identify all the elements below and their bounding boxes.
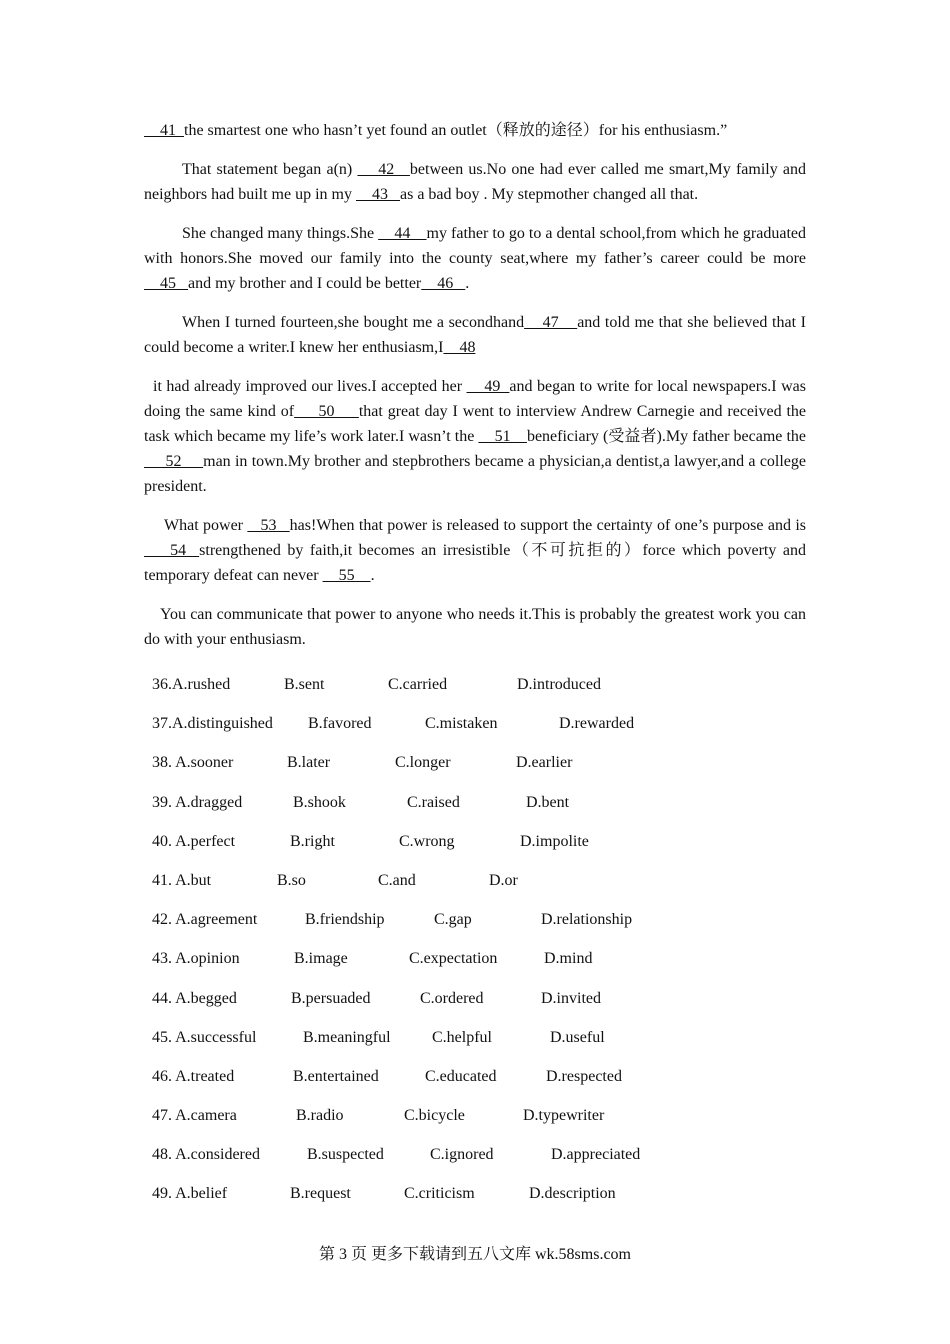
option-choice: D.introduced (517, 676, 601, 693)
option-choice: 36.A.rushed (152, 676, 231, 693)
option-choice: 44. A.begged (152, 989, 237, 1007)
option-choice: B.request (290, 1185, 351, 1203)
option-row (152, 907, 792, 946)
option-row (152, 986, 792, 1025)
paragraph-text: between us.No one had ever called me smart,My family and neighbors had built me up in my (144, 161, 807, 203)
paragraph-text: You can communicate that power to anyone who needs it.This is probably the greatest work you can do with your enthusiasm. (144, 606, 806, 648)
option-row (152, 1103, 792, 1142)
paragraph-text: man in town.My brother and stepbrothers became a physician,a dentist,a lawyer,and a college president. (144, 453, 807, 495)
paragraph-2 (144, 157, 806, 207)
blank-41: 41 (144, 122, 184, 139)
blank-44: 44 (378, 225, 427, 242)
option-choice: 37.A.distinguished (152, 715, 273, 733)
option-row (152, 1064, 792, 1103)
option-row (152, 868, 792, 907)
paragraph-text: as a bad boy . My stepmother changed all that. (399, 186, 699, 203)
option-choice: 39. A.dragged (152, 793, 243, 811)
paragraph-text: it had already improved our lives.I accepted her (153, 378, 467, 395)
option-choice: 45. A.successful (152, 1028, 257, 1046)
option-choice: B.suspected (307, 1146, 384, 1164)
option-row (152, 711, 792, 750)
paragraph-text: strengthened by faith,it becomes an irresistible（不可抗拒的）force which poverty and temporary defeat can never (144, 542, 806, 584)
option-choice: D.bent (526, 793, 570, 811)
blank-54: 54 (144, 542, 200, 559)
option-choice: D.invited (541, 989, 601, 1007)
option-choice: D.impolite (520, 832, 589, 850)
paragraph-text: When I turned fourteen,she bought me a secondhand (182, 314, 525, 331)
option-choice: D.mind (544, 950, 593, 968)
option-choice: D.useful (550, 1028, 605, 1046)
option-choice: 40. A.perfect (152, 832, 236, 850)
option-row (152, 829, 792, 868)
option-choice: C.carried (388, 676, 448, 693)
paragraph-5 (144, 374, 806, 499)
option-choice: 46. A.treated (152, 1067, 235, 1085)
blank-53: 53 (247, 517, 290, 534)
option-choice: D.earlier (516, 754, 573, 772)
option-choice: B.later (287, 754, 331, 772)
option-choice: D.description (529, 1185, 616, 1203)
paragraph-1 (144, 118, 806, 143)
option-choice: C.and (378, 871, 416, 889)
paragraph-text: She changed many things.She (182, 225, 379, 242)
paragraph-text: has!When that power is released to support the certainty of one’s purpose and is (289, 517, 807, 534)
paragraph-text: the smartest one who hasn’t yet found an outlet（释放的途径）for his enthusiasm.” (184, 122, 728, 139)
option-choice: D.rewarded (559, 715, 635, 733)
paragraph-text: my father to go to a dental school,from which he graduated with honors.She moved our family into the county seat,where my father’s career could be more (144, 225, 806, 267)
option-choice: B.meaningful (303, 1028, 391, 1046)
option-choice: D.respected (546, 1067, 622, 1085)
option-choice: B.so (277, 871, 306, 889)
option-choice: C.longer (395, 754, 451, 772)
paragraph-6 (144, 513, 806, 588)
option-choice: C.bicycle (404, 1107, 465, 1125)
option-choice: B.radio (296, 1107, 344, 1125)
blank-48: 48 (443, 339, 476, 356)
paragraph-text: That statement began a(n) (182, 161, 358, 178)
option-choice: D.typewriter (523, 1107, 605, 1125)
option-choice: 49. A.belief (152, 1185, 228, 1203)
blank-43: 43 (355, 186, 400, 203)
option-choice: B.favored (308, 715, 372, 733)
option-row (152, 750, 792, 789)
paragraph-7 (144, 602, 806, 652)
blank-46: 46 (421, 275, 466, 292)
option-choice: 48. A.considered (152, 1146, 260, 1164)
option-choice: C.helpful (432, 1028, 492, 1046)
option-choice: C.mistaken (425, 715, 498, 733)
paragraph-text: . (465, 275, 470, 292)
option-choice: D.appreciated (551, 1146, 641, 1164)
option-choice: C.ignored (430, 1146, 494, 1164)
option-choice: D.relationship (541, 911, 633, 929)
answer-options (152, 672, 792, 1221)
option-row (152, 1142, 792, 1181)
blank-45: 45 (144, 275, 188, 292)
option-choice: B.entertained (293, 1067, 379, 1085)
paragraph-text: beneficiary (受益者).My father became the (526, 428, 807, 445)
option-row (152, 790, 792, 829)
option-row (152, 946, 792, 985)
paragraph-4 (144, 310, 806, 360)
option-choice: C.raised (407, 793, 460, 811)
paragraph-text: and my brother and I could be better (188, 275, 422, 292)
paragraph-text: and began to write for local newspapers.I was doing the same kind of (144, 378, 806, 420)
option-choice: 42. A.agreement (152, 911, 258, 929)
option-choice: B.shook (293, 793, 346, 811)
option-choice: 47. A.camera (152, 1107, 237, 1125)
option-choice: 41. A.but (152, 871, 212, 889)
option-choice: 43. A.opinion (152, 950, 240, 968)
option-choice: C.wrong (399, 832, 455, 850)
option-choice: B.sent (284, 676, 325, 693)
page-footer: 第 3 页 更多下载请到五八文库 wk.58sms.com (318, 1246, 631, 1263)
option-choice: B.friendship (305, 911, 385, 929)
option-choice: C.educated (425, 1067, 497, 1085)
option-choice: C.criticism (404, 1185, 475, 1203)
paragraph-text: and told me that she believed that I could become a writer.I knew her enthusiasm,I (144, 314, 807, 356)
option-row (152, 672, 792, 711)
blank-55: 55 (322, 567, 371, 584)
passage (144, 118, 806, 652)
blank-49: 49 (466, 378, 510, 395)
option-choice: D.or (489, 871, 518, 889)
option-choice: B.right (290, 832, 335, 850)
paragraph-text: that great day I went to interview Andrew Carnegie and received the task which became my life’s work later.I wasn’t the (144, 403, 806, 445)
paragraph-text: What power (164, 517, 248, 534)
option-choice: C.ordered (420, 989, 484, 1007)
paragraph-3 (144, 221, 806, 296)
blank-47: 47 (524, 314, 578, 331)
blank-52: 52 (144, 453, 204, 470)
blank-42: 42 (357, 161, 410, 178)
option-row (152, 1181, 792, 1220)
option-choice: B.image (294, 950, 348, 968)
option-choice: 38. A.sooner (152, 754, 234, 772)
paragraph-text: . (370, 567, 375, 584)
option-choice: C.expectation (409, 950, 498, 968)
option-choice: B.persuaded (291, 989, 371, 1007)
blank-50: 50 (294, 403, 359, 420)
option-row (152, 1025, 792, 1064)
blank-51: 51 (478, 428, 527, 445)
option-choice: C.gap (434, 911, 472, 929)
